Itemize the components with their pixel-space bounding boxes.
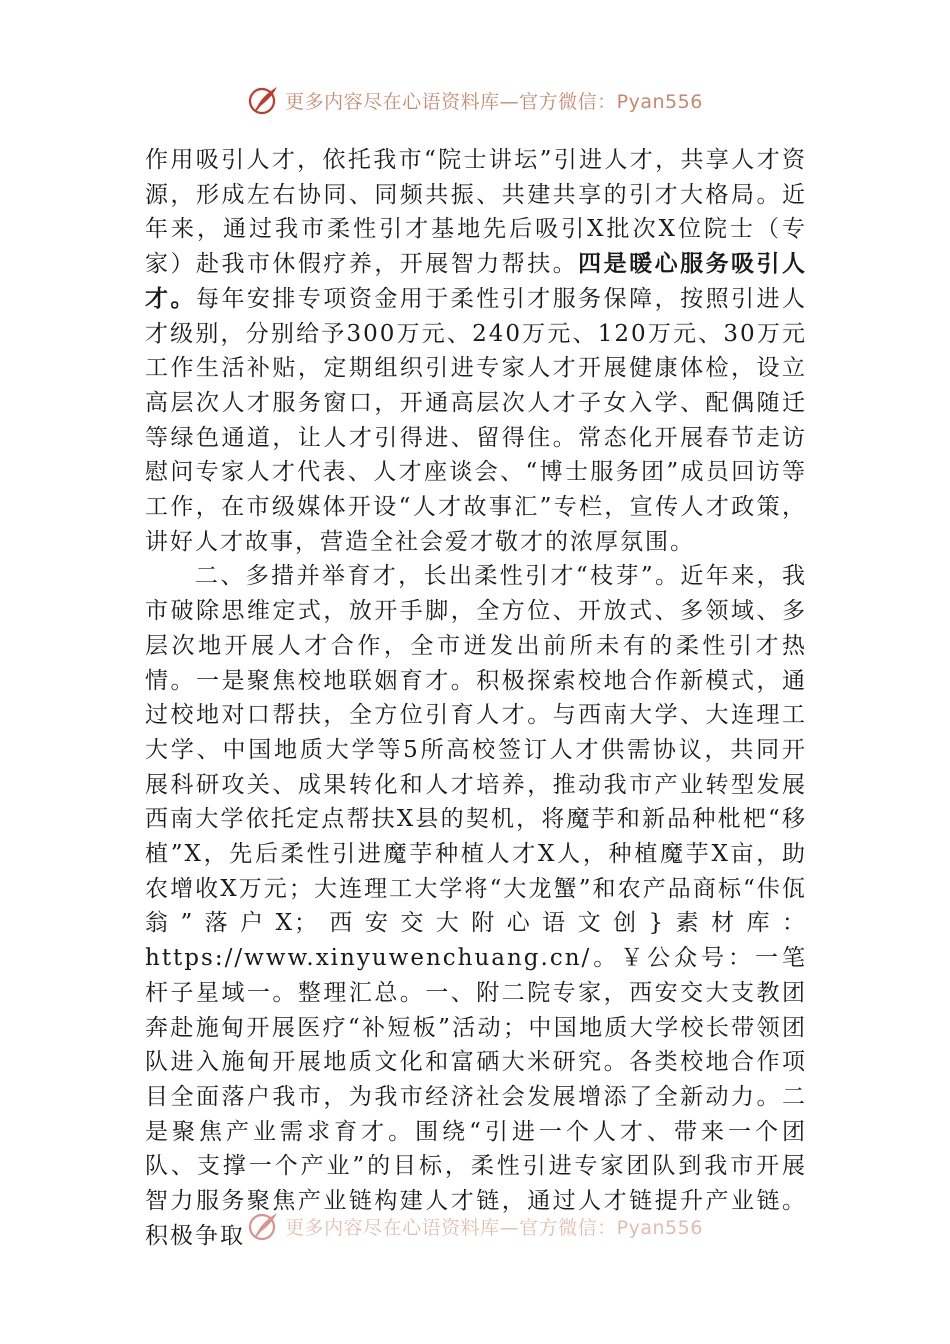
paragraph-1: 作用吸引人才，依托我市“院士讲坛”引进人才，共享人才资源，形成左右协同、同频共振、共建共享的引才大格局。近年来，通过我市柔性引才基地先后吸引X批次X位院士（专家）赴我市休假疗养，开展智力帮扶。四是暖心服务吸引人才。每年安排专项资金用于柔性引才服务保障，按照引进人才级别，分别给予300万元、240万元、120万元、30万元工作生活补贴，定期组织引进专家人才开展健康体检，设立高层次人才服务窗口，开通高层次人才子女入学、配偶随迁等绿色通道，让人才引得进、留得住。常态化开展春节走访慰问专家人才代表、人才座谈会、“博士服务团”成员回访等工作，在市级媒体开设“人才故事汇”专栏，宣传人才政策，讲好人才故事，营造全社会爱才敬才的浓厚氛围。 (145, 147, 808, 555)
document-body (145, 143, 807, 1254)
bold-heading-four: 四是暖心服务吸引人才。 (145, 250, 808, 312)
quill-logo-icon (247, 83, 281, 117)
watermark-text: 更多内容尽在心语资料库—官方微信：Pyan556 (285, 1216, 703, 1239)
header-watermark (0, 80, 950, 120)
quill-logo-icon (247, 1209, 281, 1243)
paragraph-2: 二、多措并举育才，长出柔性引才“枝芽”。近年来，我市破除思维定式，放开手脚，全方位、开放式、多领域、多层次地开展人才合作，全市迸发出前所未有的柔性引才热情。一是聚焦校地联姻育才。积极探索校地合作新模式，通过校地对口帮扶，全方位引育人才。与西南大学、大连理工大学、中国地质大学等5所高校签订人才供需协议，共同开展科研攻关、成果转化和人才培养，推动我市产业转型发展西南大学依托定点帮扶X县的契机，将魔芋和新品种枇杷“移植”X，先后柔性引进魔芋种植人才X人，种植魔芋X亩，助农增收X万元；大连理工大学将“大龙蟹”和农产品商标“佧佤翁”落户X；西安交大附心语文创}素材库：https://www.xinyuwenchuang.cn/。￥公众号：一笔杆子星域一。整理汇总。一、附二院专家，西安交大支教团奔赴施甸开展医疗“补短板”活动；中国地质大学校长带领团队进入施甸开展地质文化和富硒大米研究。各类校地合作项目全面落户我市，为我市经济社会发展增添了全新动力。二是聚焦产业需求育才。围绕“引进一个人才、带来一个团队、支撑一个产业”的目标，柔性引进专家团队到我市开展智力服务聚焦产业链构建人才链，通过人才链提升产业链。积极争取 (145, 563, 807, 1249)
watermark-text: 更多内容尽在心语资料库—官方微信：Pyan556 (285, 90, 703, 113)
footer-watermark (0, 1206, 950, 1246)
